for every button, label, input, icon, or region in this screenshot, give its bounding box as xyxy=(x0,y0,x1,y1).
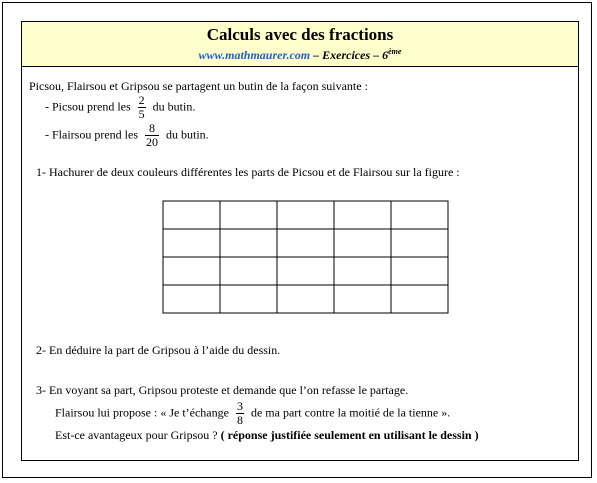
grid-cell[interactable] xyxy=(220,229,277,257)
share-item-suffix: du butin. xyxy=(152,99,196,114)
grid-cell[interactable] xyxy=(220,285,277,313)
intro-text: Picsou, Flairsou et Gripsou se partagent un butin de la façon suivante : xyxy=(29,79,368,93)
question-3-line-2 xyxy=(55,400,450,427)
subtitle-separator: – Exercices – xyxy=(310,48,383,62)
share-item-suffix: du butin. xyxy=(165,127,209,142)
proposal-prefix: Flairsou lui propose : « Je t’échange xyxy=(55,405,229,420)
fraction-picsou xyxy=(138,94,146,121)
share-item-picsou xyxy=(45,94,195,121)
grid-cell[interactable] xyxy=(334,257,391,285)
grid-cell[interactable] xyxy=(334,285,391,313)
grid-cell[interactable] xyxy=(391,285,448,313)
grid-cell[interactable] xyxy=(163,285,220,313)
grid-cell[interactable] xyxy=(334,229,391,257)
worksheet-subtitle xyxy=(22,44,578,63)
share-item-flairsou xyxy=(45,122,209,149)
site-link[interactable]: www.mathmaurer.com xyxy=(198,48,311,62)
grid-cell[interactable] xyxy=(277,201,334,229)
grid-cell[interactable] xyxy=(277,257,334,285)
worksheet-title: Calculs avec des fractions xyxy=(206,25,394,44)
question-1: 1- Hachurer de deux couleurs différentes les parts de Picsou et de Flairsou sur la figure : xyxy=(36,165,460,179)
grade-level: 6 xyxy=(382,48,389,62)
fraction-numerator: 2 xyxy=(138,93,145,107)
proposal-suffix: de ma part contre la moitié de la tienne ». xyxy=(250,405,451,420)
grid-cell[interactable] xyxy=(163,201,220,229)
grid-cell[interactable] xyxy=(277,229,334,257)
fraction-denominator: 8 xyxy=(236,413,243,427)
exercise-body xyxy=(21,67,579,461)
fraction-numerator: 8 xyxy=(148,121,155,135)
question-3-ask: Est-ce avantageux pour Gripsou ? xyxy=(55,428,221,442)
grid-cell[interactable] xyxy=(163,229,220,257)
fraction-denominator: 20 xyxy=(145,135,158,149)
grid-cell[interactable] xyxy=(220,201,277,229)
grid-cell[interactable] xyxy=(391,257,448,285)
grade-level-suffix: ème xyxy=(388,47,402,56)
grid-cell[interactable] xyxy=(334,201,391,229)
question-2: 2- En déduire la part de Gripsou à l’aide du dessin. xyxy=(36,343,281,357)
share-item-prefix: - Picsou prend les xyxy=(45,99,131,114)
question-3-line-1: 3- En voyant sa part, Gripsou proteste et demande que l’on refasse le partage. xyxy=(36,383,409,397)
fraction-proposal xyxy=(236,400,244,427)
grid-cell[interactable] xyxy=(277,285,334,313)
grid-cell[interactable] xyxy=(391,229,448,257)
question-3-instruction: ( réponse justifiée seulement en utilisant le dessin ) xyxy=(220,428,479,442)
question-3-line-3 xyxy=(55,428,479,442)
grid-cell[interactable] xyxy=(220,257,277,285)
grid-cell[interactable] xyxy=(163,257,220,285)
share-item-prefix: - Flairsou prend les xyxy=(45,127,138,142)
fraction-flairsou xyxy=(145,122,159,149)
grid-cell[interactable] xyxy=(391,201,448,229)
shading-grid[interactable] xyxy=(161,200,450,314)
fraction-numerator: 3 xyxy=(236,399,243,413)
fraction-denominator: 5 xyxy=(138,107,145,121)
worksheet-header xyxy=(21,21,579,67)
